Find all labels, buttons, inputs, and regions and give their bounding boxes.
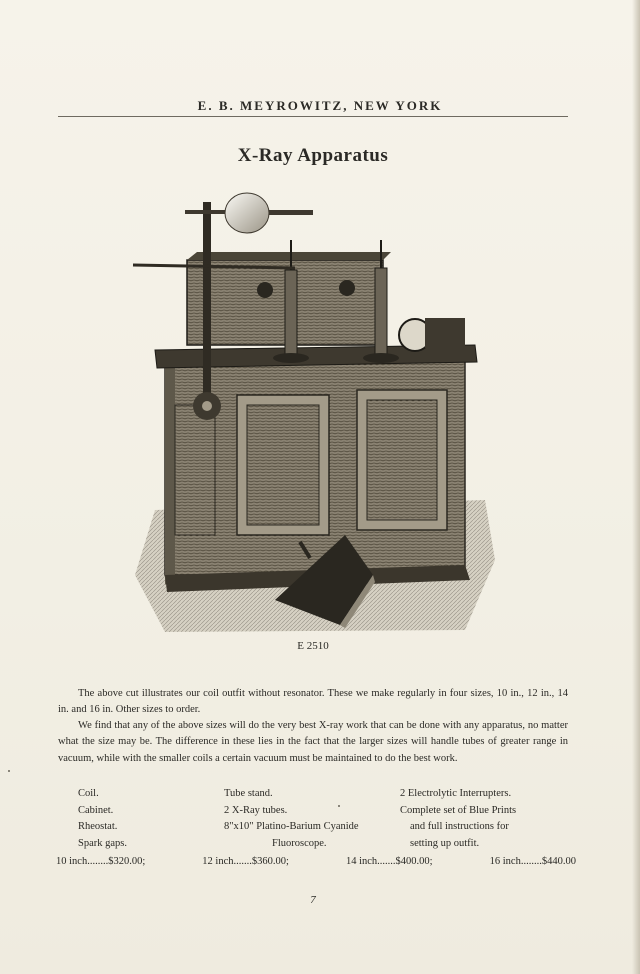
list-item: 2 Electrolytic Interrupters. bbox=[400, 788, 512, 799]
price-item: 14 inch.......$400.00; bbox=[345, 856, 433, 867]
page-edge-shadow bbox=[632, 0, 640, 974]
items-column bbox=[400, 786, 516, 852]
list-item: Fluoroscope. bbox=[272, 837, 327, 849]
items-column bbox=[224, 786, 359, 852]
list-item: Spark gaps. bbox=[78, 837, 127, 849]
list-item: Rheostat. bbox=[78, 821, 118, 832]
list-item: 8"x10" Platino-Barium Cyanide bbox=[224, 821, 359, 832]
publisher-header: E. B. MEYROWITZ, NEW YORK bbox=[197, 98, 443, 113]
list-item: Coil. bbox=[78, 788, 99, 799]
print-speck bbox=[8, 770, 10, 772]
list-item: setting up outfit. bbox=[410, 837, 480, 849]
print-speck bbox=[338, 805, 340, 807]
price-item: 10 inch........$320.00; bbox=[56, 856, 146, 867]
list-item: Tube stand. bbox=[224, 788, 273, 799]
xray-apparatus-illustration bbox=[125, 180, 500, 635]
list-item: Cabinet. bbox=[78, 804, 114, 816]
figure-caption: E 2510 bbox=[297, 640, 329, 652]
price-item: 16 inch........$440.00 bbox=[489, 856, 576, 867]
description-paragraph: We find that any of the above sizes will do the very best X-ray work that can be done with any apparatus, no matter what the size may be. The difference in these lies in the fact that the larger sizes will handle tubes of greater range in vacuum, while with the smaller coils a certain vacuum must be maintained to do the best work. bbox=[58, 720, 568, 764]
items-column bbox=[78, 786, 127, 852]
header-rule bbox=[58, 116, 568, 117]
page-title: X-Ray Apparatus bbox=[237, 145, 389, 166]
list-item: Complete set of Blue Prints bbox=[400, 804, 517, 816]
description-paragraph: The above cut illustrates our coil outfit without resonator. These we make regularly in four sizes, 10 in., 12 in., 14 in. and 16 in. Other sizes to order. bbox=[58, 688, 568, 716]
list-item: 2 X-Ray tubes. bbox=[224, 804, 288, 816]
page-number: 7 bbox=[310, 894, 316, 906]
price-item: 12 inch.......$360.00; bbox=[202, 856, 289, 867]
list-item: and full instructions for bbox=[410, 821, 509, 832]
price-list bbox=[56, 856, 576, 867]
